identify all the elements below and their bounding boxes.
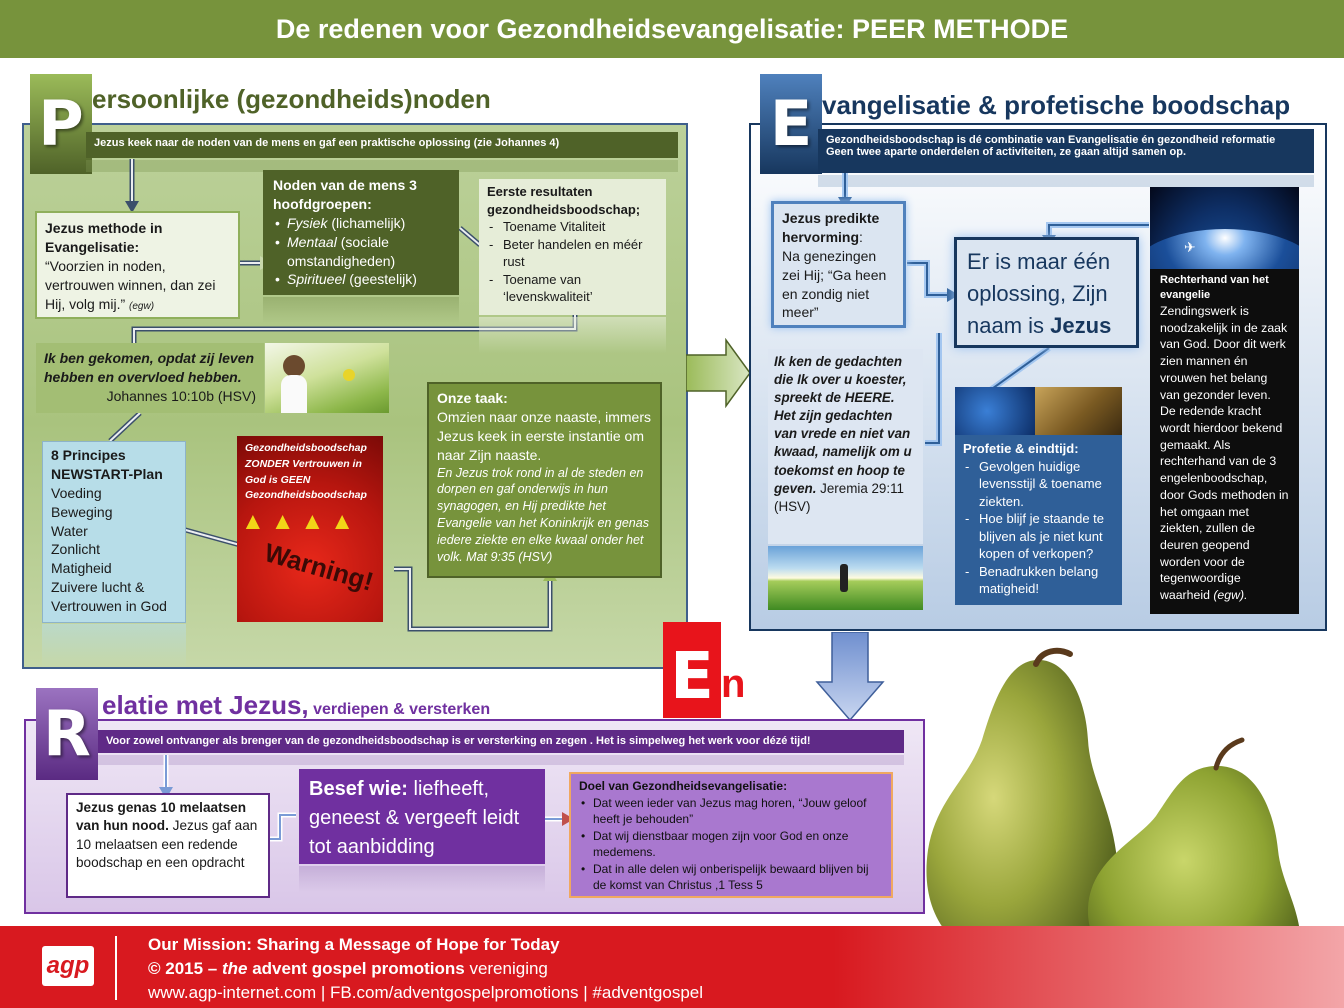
warning-sign: Warning! [261, 537, 377, 597]
doel-item: • Dat wij dienstbaar mogen zijn voor God en onze medemens. [579, 828, 883, 861]
profetie-title: Profetie & eindtijd: [963, 441, 1079, 456]
principes-item: Beweging [51, 503, 113, 520]
noden-reflection [263, 297, 459, 323]
besef-box [299, 769, 545, 864]
resultaten-item: - Toename van ‘levenskwaliteit’ [487, 271, 658, 306]
en-letter-tile [663, 622, 721, 718]
doel-item: • Dat in alle delen wij onberispelijk bewaard blijven bij de komst van Christus ,1 Tess 5 [579, 861, 883, 894]
melaatsen-box [66, 793, 270, 898]
oplossing-bold: Jezus [1050, 312, 1112, 338]
oplossing-text: Er is maar één oplossing, Zijn naam is [967, 249, 1111, 338]
en-badge [663, 622, 749, 718]
rechterhand-text: Zendingswerk is noodzakelijk in de zaak van God. Door dit werk zien mannen én vrouwen het belang van gezonder leven. De redende kracht wordt hierdoor bekend gemaakt. Als rechterhand van de 3 engelenboodschap, door Gods methoden in het omgaan met ziekten, zullen de deuren geopend worden voor de tegenwoordige waarheid [1160, 303, 1289, 603]
sunrise-photo [768, 546, 923, 610]
besef-bold: Besef wie: [309, 778, 408, 800]
warning-text: Gezondheidsboodschap ZONDER Vertrouwen in God is GEEN Gezondheidsboodschap [245, 442, 367, 502]
quote-box [36, 343, 264, 413]
taak-box [427, 382, 662, 578]
p-banner: Jezus keek naar de noden van de mens en gaf een praktische oplossing (zie Johannes 4) [86, 132, 678, 158]
man-figure [840, 564, 848, 592]
jeremia-ref: Jeremia 29:11 (HSV) [774, 480, 905, 514]
taak-italic: En Jezus trok rond in al de steden en dorpen en gaf onderwijs in hun synagogen, en Hij predikte het Evangelie van het Koninkrijk en genas iedere ziekte en elke kwaal onder het volk. Mat 9:35 (HSV) [437, 465, 649, 564]
quote-text: Ik ben gekomen, opdat zij leven hebben en overvloed hebben. [44, 350, 255, 385]
methode-box [35, 211, 240, 319]
principes-item: Voeding [51, 484, 102, 501]
taak-title: Onze taak: [437, 390, 508, 406]
noden-item: • Mentaal (sociale omstandigheden) [273, 233, 449, 271]
footer-divider [115, 936, 117, 1000]
noden-box [263, 170, 459, 295]
quote-ref: Johannes 10:10b (HSV) [106, 387, 256, 404]
field-photo [265, 343, 389, 413]
r-section-title-row [102, 690, 490, 721]
warning-box [237, 436, 383, 622]
melaatsen-bold: Jezus genas 10 melaatsen van hun nood. [76, 800, 247, 834]
doel-title: Doel van Gezondheidsevangelisatie: [579, 779, 788, 793]
principes-item: Matigheid [51, 560, 112, 577]
p-letter: P [38, 87, 84, 160]
e-banner-line1: Gezondheidsboodschap is dé combinatie van Evangelisatie én gezondheid reformatie [826, 134, 1276, 146]
noden-item: • Spiritueel (geestelijk) [273, 270, 449, 289]
dove-icon: ✈ [1184, 239, 1196, 255]
methode-note: (egw) [129, 300, 155, 312]
r-section-title: elatie met Jezus, [102, 690, 309, 720]
resultaten-item: - Beter handelen en méér rust [487, 236, 658, 271]
hervorming-text: Na genezingen zei Hij; “Ga heen en zondig niet meer” [782, 247, 887, 321]
footer-mission: Our Mission: Sharing a Message of Hope for Today [148, 935, 560, 954]
footer-copyright: © 2015 – the advent gospel promotions vereniging [148, 959, 548, 978]
rechterhand-title: Rechterhand van het evangelie [1160, 274, 1269, 301]
resultaten-reflection [479, 317, 666, 353]
en-suffix: n [721, 662, 746, 706]
e-letter: E [769, 87, 813, 160]
principes-reflection [42, 624, 186, 668]
methode-text: “Voorzien in noden, vertrouwen winnen, dan zei Hij, volg mij.” [45, 257, 216, 312]
page-title: De redenen voor Gezondheidsevangelisatie: PEER METHODE [0, 0, 1344, 58]
pear-right-stem [1216, 740, 1242, 768]
p-to-e-arrow [686, 338, 752, 408]
resultaten-item: - Toename Vitaliteit [487, 218, 658, 236]
connector-warning-to-taak [394, 569, 550, 629]
jeremia-italic: Ik ken de gedachten die Ik over u koester, spreekt de HEERE. Het zijn gedachten van vrede en niet van kwaad, namelijk om u toekomst en hoop te geven. [774, 354, 912, 496]
principes-item: Water [51, 522, 88, 539]
oplossing-box [954, 237, 1139, 348]
profetie-item: - Gevolgen huidige levensstijl & toename ziekten. [963, 458, 1114, 511]
doel-item: • Dat ween ieder van Jezus mag horen, “Jouw geloof heeft je behouden” [579, 795, 883, 828]
e-section-title: vangelisatie & profetische boodschap [822, 90, 1291, 120]
doel-list [579, 795, 883, 894]
noden-title: Noden van de mens 3 hoofdgroepen: [273, 177, 417, 212]
besef-text: liefheeft, geneest & vergeeft leidt tot aanbidding [309, 778, 520, 858]
profetie-item: - Hoe blijf je staande te blijven als je niet kunt kopen of verkopen? [963, 510, 1114, 563]
resultaten-title: Eerste resultaten gezondheidsboodschap; [487, 184, 641, 217]
p-section-title: ersoonlijke (gezondheids)noden [92, 84, 491, 114]
taak-text: Omzien naar onze naaste, immers Jezus keek in eerste instantie om naar Zijn naaste. [437, 408, 651, 463]
resultaten-box [479, 179, 666, 315]
woman-figure [283, 355, 305, 377]
bacteria-photo [955, 387, 1035, 435]
principes-title: 8 Principes NEWSTART-Plan [51, 447, 163, 482]
profetie-list [963, 458, 1114, 598]
woman-figure-body [281, 375, 307, 413]
resultaten-list [487, 218, 658, 306]
melaatsen-text: Jezus gaf aan 10 melaatsen een redende boodschap en een opdracht [76, 818, 258, 871]
money-photo [1035, 387, 1122, 435]
principes-item: Zuivere lucht & [51, 579, 145, 596]
noden-list [273, 214, 449, 290]
rechterhand-box [1150, 269, 1299, 614]
rechterhand-note: (egw). [1213, 588, 1248, 603]
en-letter: E [670, 640, 714, 714]
r-banner: Voor zowel ontvanger als brenger van de gezondheidsboodschap is er versterking en zegen . Het is simpelweg het werk voor dézé tijd! [98, 730, 904, 753]
r-section-subtitle: verdiepen & versterken [313, 701, 491, 718]
principes-item: Zonlicht [51, 541, 101, 558]
r-letter: R [43, 697, 91, 770]
besef-reflection [299, 866, 545, 892]
flower-icon [343, 369, 355, 381]
profetie-item: - Benadrukken belang matigheid! [963, 563, 1114, 598]
methode-title: Jezus methode in Evangelisatie: [45, 220, 163, 255]
earth-photo [1150, 187, 1299, 269]
agp-logo: agp [42, 946, 94, 986]
warning-triangles: ▲▲▲▲ [241, 508, 361, 535]
hervorming-title: Jezus predikte hervorming [782, 210, 880, 245]
hervorming-box: Jezus predikte hervorming: Na genezingen zei Hij; “Ga heen en zondig niet meer” [771, 201, 906, 328]
footer-links: www.agp-internet.com | FB.com/adventgospelpromotions | #adventgospel [148, 983, 704, 1002]
connector-jeremia-to-hervorming [925, 333, 939, 443]
e-banner-line2: Geen twee aparte onderdelen of activiteiten, ze gaan altijd samen op. [826, 146, 1187, 158]
principes-item: Vertrouwen in God [51, 598, 167, 615]
principes-box [42, 441, 186, 623]
e-to-r-arrow [815, 632, 885, 722]
noden-item: • Fysiek (lichamelijk) [273, 214, 449, 233]
earth-horizon [1150, 229, 1299, 269]
jeremia-box [768, 349, 923, 544]
doel-box [569, 772, 893, 898]
profetie-box [955, 435, 1122, 605]
